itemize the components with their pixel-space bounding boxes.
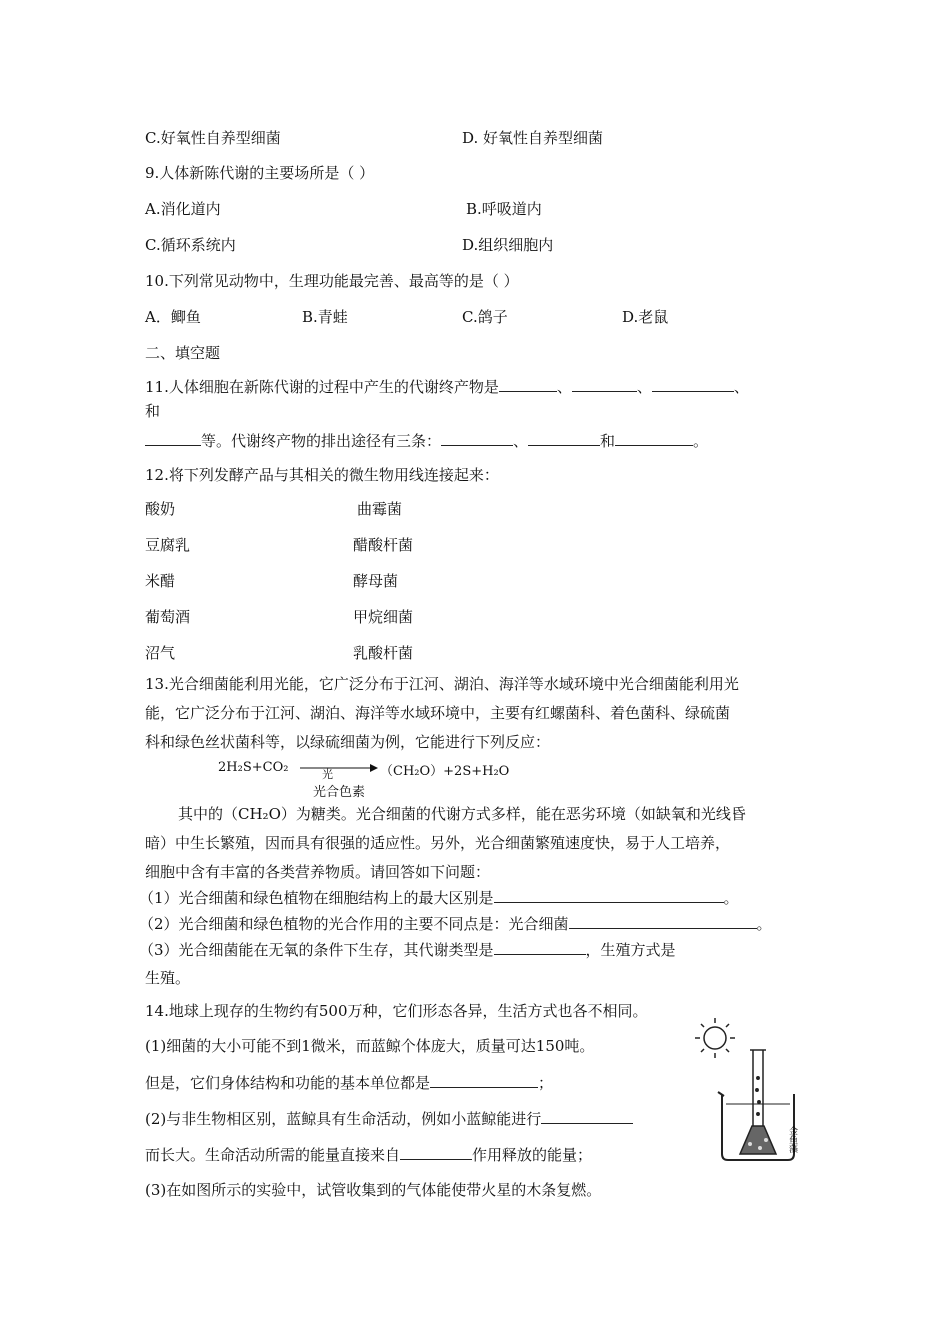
q11-blank-6[interactable]: [528, 429, 600, 446]
q13-sub3-end: 生殖。: [145, 969, 191, 987]
q11-line1: [145, 375, 749, 398]
q13-sub2: [139, 912, 772, 935]
q10-option-d: D.老鼠: [622, 308, 669, 326]
q11-text: 等。代谢终产物的排出途径有三条：: [201, 432, 442, 450]
formula-condition-light: 光: [322, 768, 333, 781]
period: 。: [756, 915, 772, 933]
test-tube-icon: [750, 1050, 766, 1134]
q13-sub3: [139, 938, 676, 961]
q12-left-item[interactable]: 豆腐乳: [145, 536, 191, 554]
formula-products: （CH₂O）+2S+H₂O: [380, 764, 510, 779]
q12-right-item[interactable]: 醋酸杆菌: [353, 536, 414, 554]
q12-left-item[interactable]: 米醋: [145, 572, 176, 590]
q13-sub2-text: （2）光合细菌和绿色植物的光合作用的主要不同点是：光合细菌: [139, 915, 569, 933]
q14-sub2: [145, 1107, 633, 1130]
q10-option-c: C.鸽子: [462, 308, 508, 326]
q14-sub2b: [145, 1143, 592, 1166]
q13-paragraph-line: 能，它广泛分布于江河、湖泊、海洋等水域环境中，主要有红螺菌科、着色菌科、绿硫菌: [145, 704, 731, 722]
q13-blank-1[interactable]: [494, 886, 724, 903]
q11-stem: 11.人体细胞在新陈代谢的过程中产生的代谢终产物是: [145, 378, 499, 396]
q13-sub3-text: （3）光合细菌能在无氧的条件下生存，其代谢类型是: [139, 941, 494, 959]
q12-left-item[interactable]: 酸奶: [145, 500, 176, 518]
q12-right-item[interactable]: 酵母菌: [353, 572, 399, 590]
q11-line3: [145, 429, 708, 452]
q14-stem: 14.地球上现存的生物约有500万种，它们形态各异，生活方式也各不相同。: [145, 1002, 648, 1020]
q11-and: 和: [600, 432, 616, 450]
period: 。: [693, 432, 709, 450]
q9-stem: 9.人体新陈代谢的主要场所是（ ）: [145, 164, 375, 182]
q11-line2: 和: [145, 402, 161, 420]
q8-option-d: D. 好氧性自养型细菌: [462, 129, 604, 147]
formula-condition-pigment: 光合色素: [313, 785, 366, 800]
q13-blank-3[interactable]: [494, 938, 586, 955]
q13-paragraph-line: 13.光合细菌能利用光能，它广泛分布于江河、湖泊、海洋等水域环境中光合细菌能利用光: [145, 675, 739, 693]
semicolon: ；: [538, 1074, 554, 1092]
q14-blank-3[interactable]: [400, 1143, 472, 1160]
q13-blank-2[interactable]: [569, 912, 757, 929]
q14-sub2b-text: 而长大。生命活动所需的能量直接来自: [145, 1146, 401, 1164]
q12-left-item[interactable]: 沼气: [145, 644, 176, 662]
q14-sub1b: [145, 1071, 553, 1094]
q14-sub1: (1)细菌的大小可能不到1微米，而蓝鲸个体庞大，质量可达150吨。: [145, 1037, 595, 1055]
funnel-icon: [740, 1126, 776, 1154]
q10-option-b: B.青蛙: [302, 308, 348, 326]
separator: 、: [733, 378, 749, 396]
q13-paragraph-line: 细胞中含有丰富的各类营养物质。请回答如下问题：: [145, 863, 491, 881]
separator: 、: [636, 378, 652, 396]
q12-left-item[interactable]: 葡萄酒: [145, 608, 191, 626]
formula-reactants: 2H₂S+CO₂: [218, 760, 289, 775]
q14-sub3: (3)在如图所示的实验中，试管收集到的气体能使带火星的木条复燃。: [145, 1181, 602, 1199]
q13-sub1-text: （1）光合细菌和绿色植物在细胞结构上的最大区别是: [139, 889, 494, 907]
q13-paragraph-line: 科和绿色丝状菌科等，以绿硫细菌为例，它能进行下列反应：: [145, 733, 551, 751]
q14-sub2b-text: 作用释放的能量；: [472, 1146, 593, 1164]
figure-label: 金鱼藻: [787, 1126, 797, 1153]
q11-blank-3[interactable]: [652, 375, 734, 392]
sun-icon: [695, 1018, 735, 1058]
q12-right-item[interactable]: 甲烷细菌: [353, 608, 414, 626]
separator: 、: [513, 432, 529, 450]
q11-blank-1[interactable]: [499, 375, 557, 392]
q11-blank-5[interactable]: [441, 429, 513, 446]
q10-option-a: A．鲫鱼: [145, 308, 201, 326]
q14-blank-2[interactable]: [541, 1107, 633, 1124]
q12-right-item[interactable]: 乳酸杆菌: [353, 644, 414, 662]
q9-option-a: A.消化道内: [145, 200, 221, 218]
q9-option-b: B.呼吸道内: [466, 200, 542, 218]
q12-right-item[interactable]: 曲霉菌: [357, 500, 403, 518]
q14-sub1b-text: 但是，它们身体结构和功能的基本单位都是: [145, 1074, 431, 1092]
separator: 、: [556, 378, 572, 396]
q8-option-c: C.好氧性自养型细菌: [145, 129, 281, 147]
period: 。: [723, 889, 739, 907]
q13-paragraph-line: 其中的（CH₂O）为糖类。光合细菌的代谢方式多样，能在恶劣环境（如缺氧和光线昏: [178, 805, 746, 823]
q12-stem: 12.将下列发酵产品与其相关的微生物用线连接起来：: [145, 466, 499, 484]
q14-blank-1[interactable]: [430, 1071, 538, 1088]
q13-sub3-text: ，生殖方式是: [585, 941, 676, 959]
q14-sub2-text: (2)与非生物相区别，蓝鲸具有生命活动，例如小蓝鲸能进行: [145, 1110, 542, 1128]
reaction-arrow-icon: [300, 762, 378, 774]
q10-stem: 10.下列常见动物中，生理功能最完善、最高等的是（ ）: [145, 272, 519, 290]
q11-blank-4[interactable]: [145, 429, 201, 446]
q9-option-d: D.组织细胞内: [462, 236, 554, 254]
q13-sub1: [139, 886, 739, 909]
q11-blank-7[interactable]: [615, 429, 693, 446]
q13-paragraph-line: 暗）中生长繁殖，因而具有很强的适应性。另外，光合细菌繁殖速度快，易于人工培养，: [145, 834, 731, 852]
q11-blank-2[interactable]: [572, 375, 637, 392]
section-title: 二、填空题: [145, 344, 221, 362]
q9-option-c: C.循环系统内: [145, 236, 236, 254]
experiment-figure: [690, 1008, 810, 1168]
